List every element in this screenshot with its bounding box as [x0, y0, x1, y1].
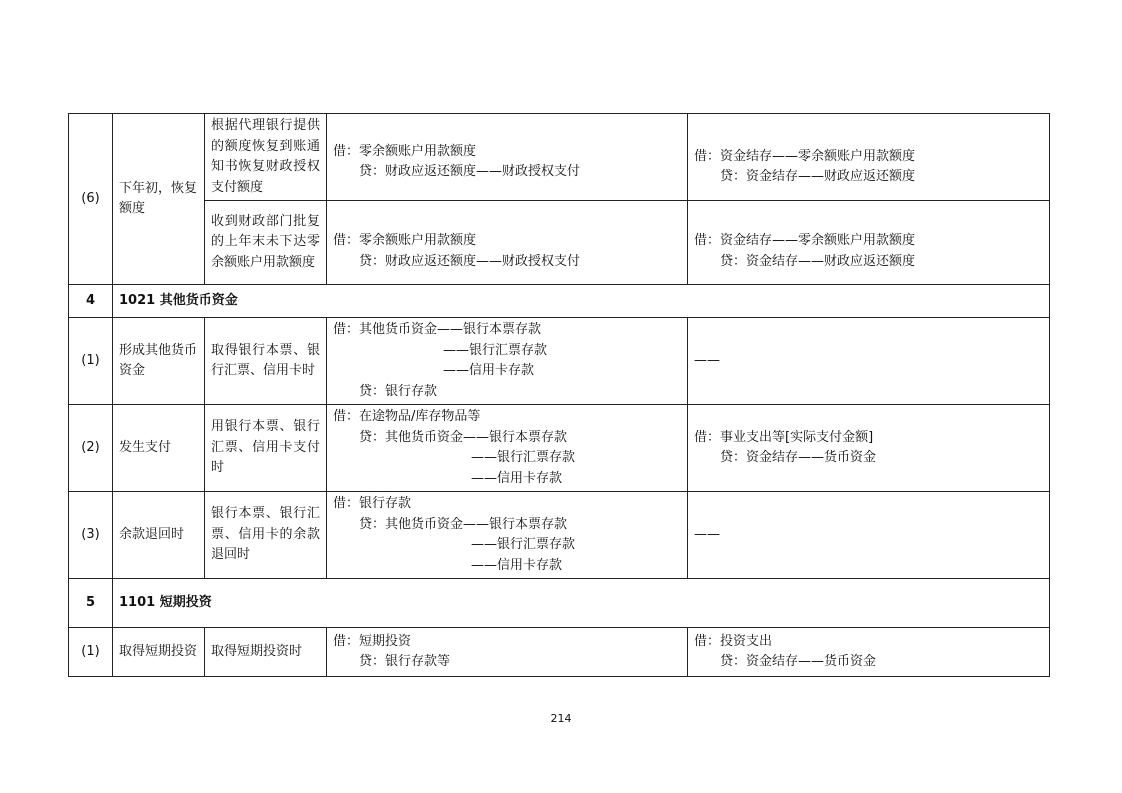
entry-line: 借：银行存款 [333, 496, 412, 511]
entry-line: 贷：资金结存——货币资金 [720, 654, 877, 669]
entry-line: 借：零余额账户用款额度 [333, 143, 477, 159]
entry-line: 贷：银行存款 [359, 383, 438, 399]
entry-line: 借：投资支出 [694, 633, 773, 649]
entry-line: ——银行汇票存款 [443, 342, 548, 358]
entry-line: 借：其他货币资金——银行本票存款 [333, 322, 542, 337]
row-number: (6) [69, 114, 113, 285]
entry-line: ——信用卡存款 [443, 363, 535, 378]
financial-entry-cell [327, 405, 688, 492]
financial-entry-cell [327, 492, 688, 579]
entry-line: 借：在途物品/库存物品等 [333, 409, 481, 424]
entry-line: 借：零余额账户用款额度 [333, 233, 477, 248]
entry-line: 借：资金结存——零余额账户用款额度 [694, 148, 916, 164]
table-row [69, 628, 1050, 677]
financial-entry-cell [327, 628, 688, 677]
page-number: 214 [550, 712, 572, 725]
entry-line: 贷：资金结存——财政应返还额度 [720, 169, 916, 184]
section-title: 1021 其他货币资金 [113, 285, 1050, 318]
entry-line: 贷：财政应返还额度——财政授权支付 [359, 164, 581, 179]
financial-entry-cell [327, 114, 688, 201]
table-row [69, 405, 1050, 492]
item-cell: 余款退回时 [113, 492, 205, 579]
entry-line: 贷：银行存款等 [359, 654, 451, 669]
entry-line: 贷：其他货币资金——银行本票存款 [359, 429, 568, 445]
section-header-row [69, 579, 1050, 628]
entry-line: ——银行汇票存款 [471, 450, 576, 465]
table-row [69, 318, 1050, 405]
entry-line: 借：短期投资 [333, 633, 412, 649]
entry-line: 贷：资金结存——财政应返还额度 [720, 253, 916, 269]
section-header-row [69, 285, 1050, 318]
table-row [69, 492, 1050, 579]
entry-line: ——信用卡存款 [471, 557, 563, 573]
entry-line: 借：资金结存——零余额账户用款额度 [694, 233, 916, 248]
budget-entry-cell: —— [688, 492, 1050, 579]
budget-entry-cell [688, 405, 1050, 492]
entry-line: ——银行汇票存款 [471, 537, 576, 552]
budget-entry-cell [688, 628, 1050, 677]
condition-cell: 用银行本票、银行汇票、信用卡支付时 [205, 405, 327, 492]
accounting-entries-table [68, 113, 1050, 677]
table-row [69, 201, 1050, 285]
entry-line: 贷：资金结存——货币资金 [720, 450, 877, 465]
row-number: (1) [69, 318, 113, 405]
item-cell: 取得短期投资 [113, 628, 205, 677]
item-cell: 下年初，恢复额度 [113, 114, 205, 285]
budget-entry-cell [688, 201, 1050, 285]
budget-entry-cell [688, 114, 1050, 201]
row-number: (2) [69, 405, 113, 492]
condition-cell: 取得银行本票、银行汇票、信用卡时 [205, 318, 327, 405]
condition-cell: 取得短期投资时 [205, 628, 327, 677]
entry-line: ——信用卡存款 [471, 470, 563, 486]
budget-entry-cell: —— [688, 318, 1050, 405]
entry-line: 贷：财政应返还额度——财政授权支付 [359, 253, 581, 269]
section-title: 1101 短期投资 [113, 579, 1050, 628]
financial-entry-cell [327, 201, 688, 285]
entry-line: 贷：其他货币资金——银行本票存款 [359, 516, 568, 532]
entry-line: 借：事业支出等[实际支付金额] [694, 429, 874, 445]
row-number: (3) [69, 492, 113, 579]
item-cell: 发生支付 [113, 405, 205, 492]
row-number: (1) [69, 628, 113, 677]
financial-entry-cell [327, 318, 688, 405]
section-number: 5 [69, 579, 113, 628]
item-cell: 形成其他货币资金 [113, 318, 205, 405]
condition-cell: 收到财政部门批复的上年末未下达零余额账户用款额度 [205, 201, 327, 285]
condition-cell: 银行本票、银行汇票、信用卡的余款退回时 [205, 492, 327, 579]
table-row [69, 114, 1050, 201]
section-number: 4 [69, 285, 113, 318]
condition-cell: 根据代理银行提供的额度恢复到账通知书恢复财政授权支付额度 [205, 114, 327, 201]
